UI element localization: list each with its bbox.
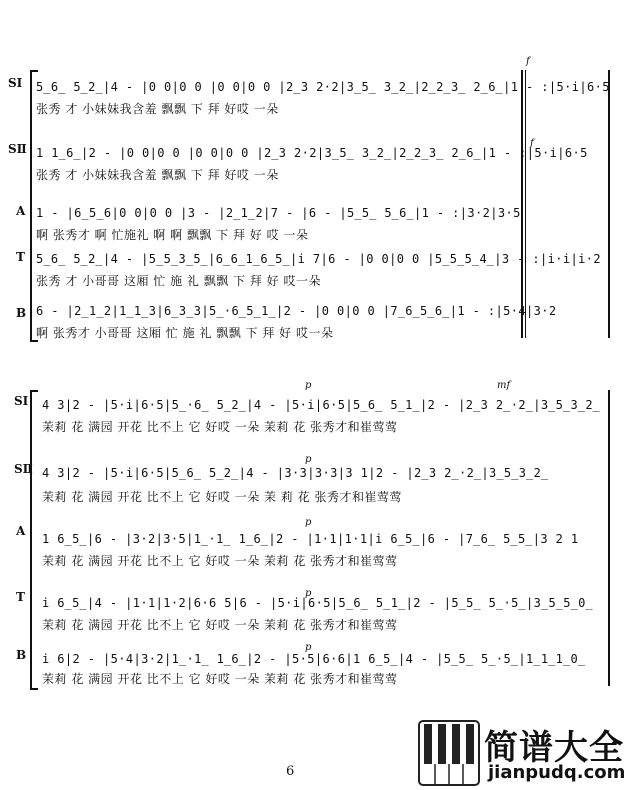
watermark-title: 简谱大全: [484, 728, 624, 768]
system-2-dynamic-p-3: p: [305, 517, 312, 528]
watermark: [418, 718, 640, 790]
system-2-dynamic-p-2: p: [305, 454, 312, 465]
system-1-repeat-line: [521, 70, 523, 338]
system-2-end-line: [608, 390, 610, 686]
part-label: A: [16, 524, 26, 538]
part-lyrics: 张秀 才 小妹妹我含羞 飘飘 下 拜 好哎 一朵: [36, 168, 279, 182]
part-label: SⅠ: [8, 76, 23, 90]
system-1-repeat-line-2: [525, 70, 526, 338]
part-label: T: [16, 590, 25, 604]
part-notes: 6 - |2̲1̲2|1̲1̲3|6̲3̲3|5̲·6̲5̲1̲|2 - |0 0|0 0 |7̲6̲5̲6̲|1 - :|5·4|3·2: [36, 304, 557, 318]
system-1-dynamic-1: f: [526, 56, 530, 67]
system-2-dynamic-p-4: p: [305, 588, 312, 599]
part-lyrics: 啊 张秀才 小哥哥 这厢 忙 施 礼 飘飘 下 拜 好 哎一朵: [36, 326, 334, 340]
part-label: B: [16, 306, 27, 320]
part-lyrics: 啊 张秀才 啊 忙施礼 啊 啊 飘飘 下 拜 好 哎 一朵: [36, 228, 309, 242]
part-notes: 1 6̲5̲|6 - |3·2|3·5|1̲·1̲ 1̲6̲|2 - |1·1|1·1|i 6̲5̲|6 - |7̲6̲ 5̲5̲|3 2 1: [42, 532, 579, 546]
part-label: SⅠ: [14, 394, 29, 408]
part-lyrics: 茉莉 花 满园 开花 比不上 它 好哎 一朵 茉莉 花 张秀才和崔莺莺: [42, 420, 398, 434]
part-notes: 5̲6̲ 5̲2̲|4 - |0 0|0 0 |0 0|0 0 |2̲3 2·2|3̲5̲ 3̲2̲|2̲2̲3̲ 2̲6̲|1 - :|5·i|6·5: [36, 80, 610, 94]
part-notes: 4 3|2 - |5·i|6·5|5̲6̲ 5̲2̲|4 - |3·3|3·3|3 1|2 - |2̲3 2̲·2̲|3̲5̲3̲2̲: [42, 466, 549, 480]
system-2-dynamic-mf: mf: [497, 380, 511, 391]
page-number: 6: [286, 764, 295, 779]
part-notes: i 6|2 - |5·4|3·2|1̲·1̲ 1̲6̲|2 - |5·5|6·6|1 6̲5̲|4 - |5̲5̲ 5̲·5̲|1̲1̲1̲0̲: [42, 652, 586, 666]
part-notes: 1 1̲6̲|2 - |0 0|0 0 |0 0|0 0 |2̲3 2·2|3̲5̲ 3̲2̲|2̲2̲3̲ 2̲6̲|1 - :|5·i|6·5: [36, 146, 588, 160]
piano-keys-icon: [418, 720, 480, 786]
part-label: SⅡ: [8, 142, 27, 156]
system-1-end-line: [608, 70, 610, 338]
part-notes: 1 - |6̲5̲6|0 0|0 0 |3 - |2̲1̲2|7 - |6 - |5̲5̲ 5̲6̲|1 - :|3·2|3·5: [36, 206, 521, 220]
part-lyrics: 茉莉 花 满园 开花 比不上 它 好哎 一朵 茉莉 花 张秀才和崔莺莺: [42, 672, 398, 686]
part-notes: 4 3|2 - |5·i|6·5|5̲·6̲ 5̲2̲|4 - |5·i|6·5|5̲6̲ 5̲1̲|2 - |2̲3 2̲·2̲|3̲5̲3̲2̲: [42, 398, 601, 412]
system-2-bracket: [30, 390, 38, 690]
part-lyrics: 茉莉 花 满园 开花 比不上 它 好哎 一朵 茉莉 花 张秀才和崔莺莺: [42, 618, 398, 632]
watermark-url: jianpudq.com: [488, 762, 626, 783]
part-label: B: [16, 648, 27, 662]
part-lyrics: 张秀 才 小哥哥 这厢 忙 施 礼 飘飘 下 拜 好 哎一朵: [36, 274, 321, 288]
part-lyrics: 茉莉 花 满园 开花 比不上 它 好哎 一朵 茉 莉 花 张秀才和崔莺莺: [42, 490, 402, 504]
part-notes: i 6̲5̲|4 - |1·1|1·2|6·6 5|6 - |5·i|6·5|5̲6̲ 5̲1̲|2 - |5̲5̲ 5̲·5̲|3̲5̲5̲0̲: [42, 596, 593, 610]
part-lyrics: 张秀 才 小妹妹我含羞 飘飘 下 拜 好哎 一朵: [36, 102, 279, 116]
system-2-dynamic-p: p: [305, 380, 312, 391]
part-label: T: [16, 250, 25, 264]
system-2-dynamic-p-5: p: [305, 642, 312, 653]
part-lyrics: 茉莉 花 满园 开花 比不上 它 好哎 一朵 茉莉 花 张秀才和崔莺莺: [42, 554, 398, 568]
part-label: A: [16, 204, 26, 218]
part-notes: 5̲6̲ 5̲2̲|4 - |5̲5̲3̲5̲|6̲6̲1̲6̲5̲|i 7|6 - |0 0|0 0 |5̲5̲5̲4̲|3 - :|i·i|i·2: [36, 252, 602, 266]
system-1-dynamic-2: f: [530, 138, 534, 149]
part-label: SⅡ: [14, 462, 33, 476]
